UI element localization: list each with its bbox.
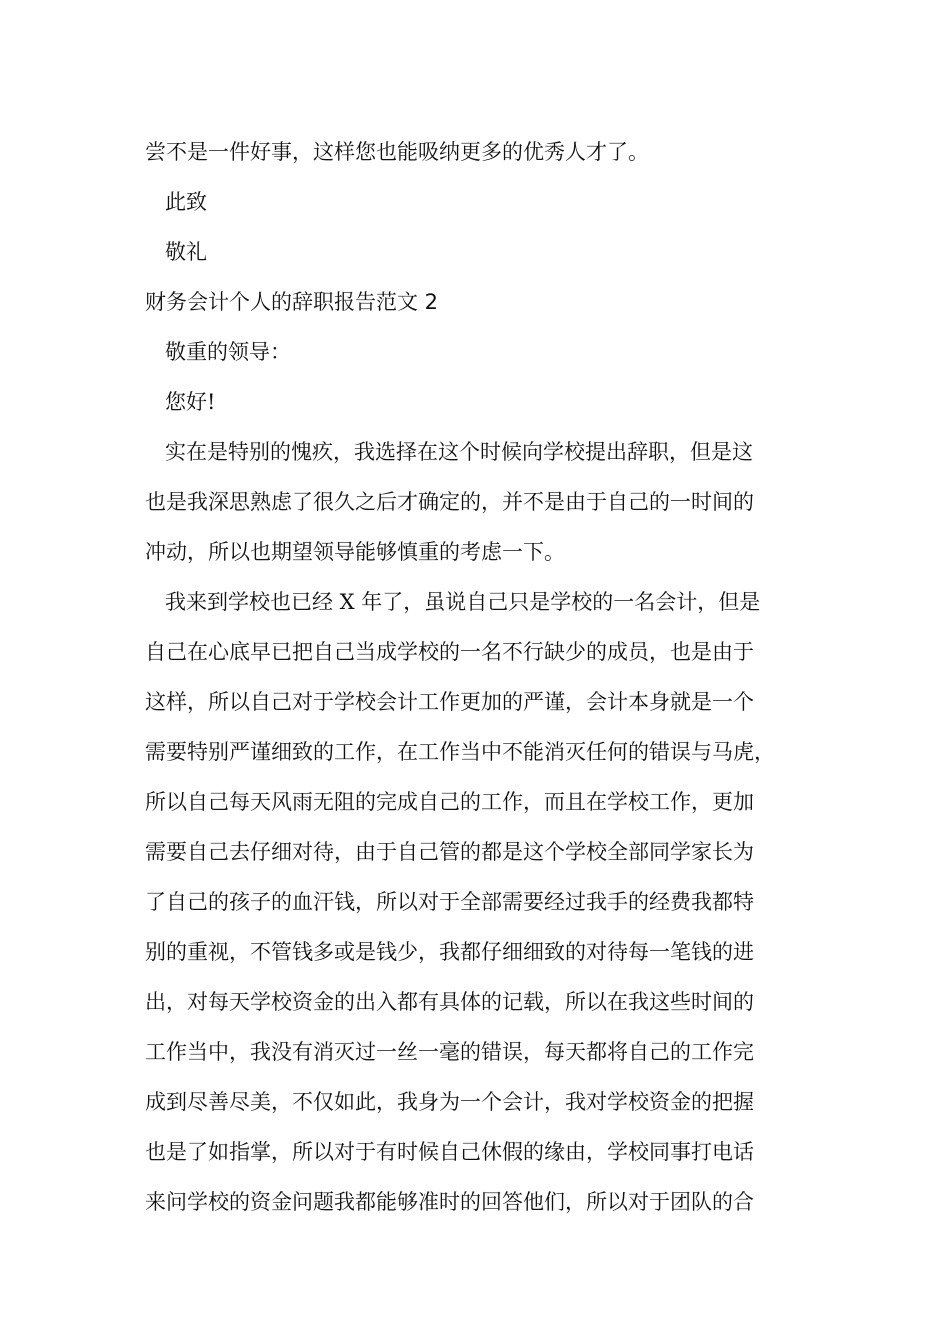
paragraph-2-line: 也是了如指掌，所以对于有时候自己休假的缘由，学校同事打电话: [145, 1140, 754, 1164]
paragraph-1-line: 冲动，所以也期望领导能够慎重的考虑一下。: [145, 540, 565, 564]
paragraph-2-line: 成到尽善尽美，不仅如此，我身为一个会计，我对学校资金的把握: [145, 1090, 754, 1114]
paragraph-2-line: 所以自己每天风雨无阻的完成自己的工作，而且在学校工作，更加: [145, 790, 754, 814]
closing-salutation-2: 敬礼: [165, 240, 207, 264]
paragraph-2-line: 这样，所以自己对于学校会计工作更加的严谨，会计本身就是一个: [145, 690, 754, 714]
paragraph-1-line: 也是我深思熟虑了很久之后才确定的，并不是由于自己的一时间的: [145, 490, 754, 514]
closing-continuation: 尝不是一件好事，这样您也能吸纳更多的优秀人才了。: [145, 140, 649, 164]
paragraph-2-line: 来问学校的资金问题我都能够准时的回答他们，所以对于团队的合: [145, 1190, 754, 1214]
paragraph-2-line: 我来到学校也已经 X 年了，虽说自己只是学校的一名会计，但是: [165, 590, 761, 614]
paragraph-2-line: 工作当中，我没有消灭过一丝一毫的错误，每天都将自己的工作完: [145, 1040, 754, 1064]
paragraph-2-line: 了自己的孩子的血汗钱，所以对于全部需要经过我手的经费我都特: [145, 890, 754, 914]
paragraph-2-line: 别的重视，不管钱多或是钱少，我都仔细细致的对待每一笔钱的进: [145, 940, 754, 964]
paragraph-2-line: 需要自己去仔细对待，由于自己管的都是这个学校全部同学家长为: [145, 840, 754, 864]
closing-salutation-1: 此致: [165, 190, 207, 214]
paragraph-2-line: 出，对每天学校资金的出入都有具体的记载，所以在我这些时间的: [145, 990, 754, 1014]
paragraph-2-line: 自己在心底早已把自己当成学校的一名不行缺少的成员，也是由于: [145, 640, 754, 664]
hello-line: 您好!: [165, 390, 216, 414]
section-title: 财务会计个人的辞职报告范文 2: [145, 290, 439, 314]
paragraph-2-line: 需要特别严谨细致的工作，在工作当中不能消灭任何的错误与马虎，: [145, 740, 775, 764]
greeting: 敬重的领导：: [165, 340, 291, 364]
paragraph-1-line: 实在是特别的愧疚，我选择在这个时候向学校提出辞职，但是这: [165, 440, 753, 464]
